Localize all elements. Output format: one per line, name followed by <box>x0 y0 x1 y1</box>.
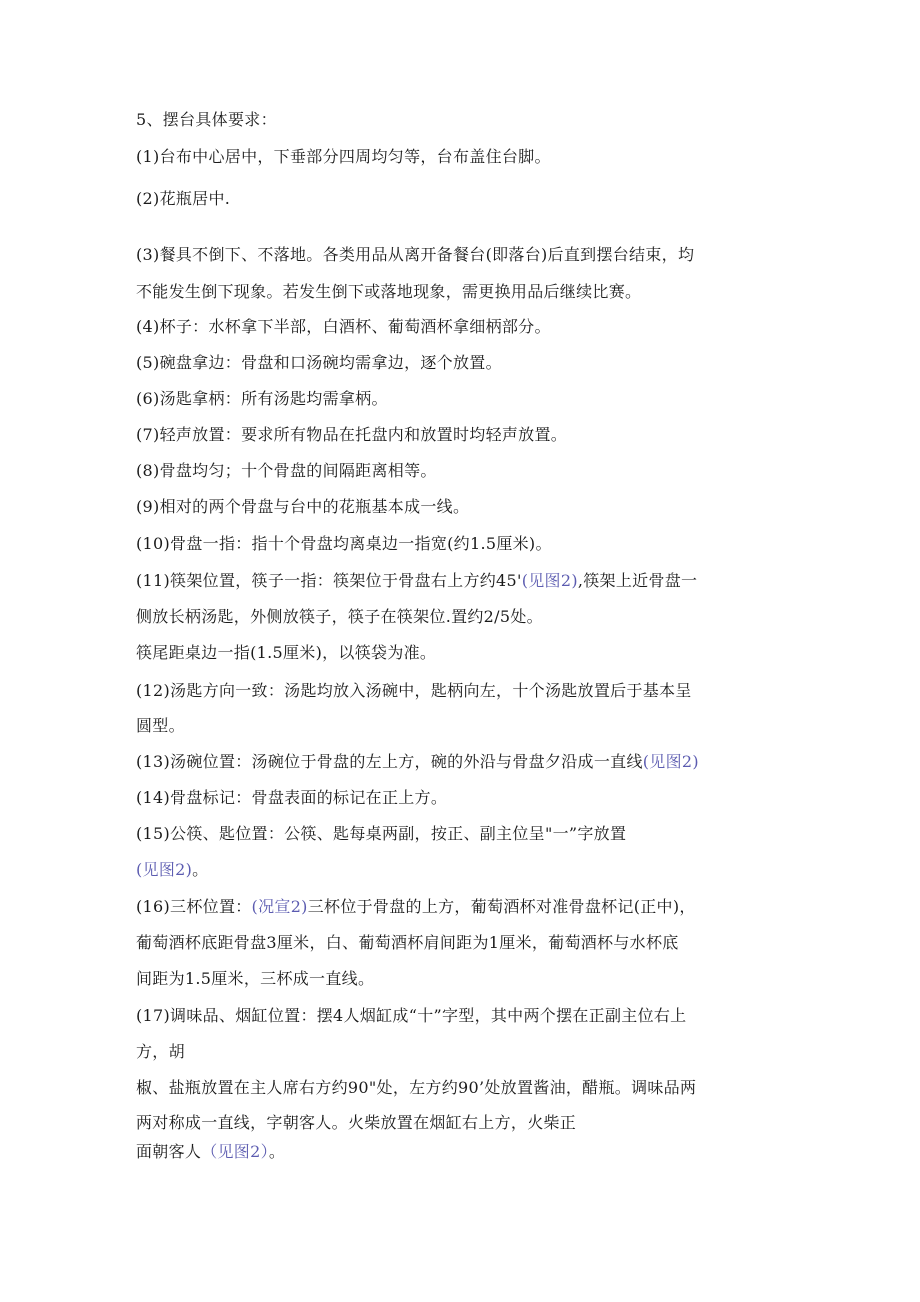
figure-2-link[interactable]: (见图2) <box>642 752 699 771</box>
item-13 <box>136 750 699 774</box>
item-17-line-3: 椒、盐瓶放置在主人席右方约90"处，左方约90’处放置酱油，醋瓶。调味品两 <box>136 1078 697 1097</box>
item-10: (10)骨盘一指：指十个骨盘均离桌边一指宽(约1.5厘米)。 <box>136 534 552 553</box>
item-1: (1)台布中心居中，下垂部分四周均匀等，台布盖住台脚。 <box>136 147 551 166</box>
section-heading: 5、摆台具体要求： <box>136 110 277 129</box>
item-16-line-1 <box>136 895 696 919</box>
item-11-line-2: 侧放长柄汤匙，外侧放筷子，筷子在筷架位.置约2/5处。 <box>136 607 543 626</box>
item-11-line-3: 筷尾距桌边一指(1.5厘米)，以筷袋为准。 <box>136 643 437 662</box>
item-11-text-cont: ,筷架上近骨盘一 <box>577 571 698 590</box>
item-17-line-2: 方，胡 <box>136 1042 185 1061</box>
item-17-text: 面朝客人 <box>136 1142 202 1161</box>
item-4: (4)杯子：水杯拿下半部，白酒杯、葡萄酒杯拿细柄部分。 <box>136 317 551 336</box>
item-16-line-3: 间距为1.5厘米，三杯成一直线。 <box>136 969 375 988</box>
item-13-text: (13)汤碗位置：汤碗位于骨盘的左上方，碗的外沿与骨盘夕沿成一直线 <box>136 752 643 771</box>
item-17-line-5 <box>136 1140 285 1164</box>
item-3-line-1: (3)餐具不倒下、不落地。各类用品从离开备餐台(即落台)后直到摆台结束，均 <box>136 245 695 264</box>
item-7: (7)轻声放置：要求所有物品在托盘内和放置时均轻声放置。 <box>136 425 568 444</box>
item-12-line-1: (12)汤匙方向一致：汤匙均放入汤碗中，匙柄向左，十个汤匙放置后于基本呈 <box>136 681 692 700</box>
item-11-text: (11)筷架位置，筷子一指：筷架位于骨盘右上方约45' <box>136 571 522 590</box>
item-14: (14)骨盘标记：骨盘表面的标记在正上方。 <box>136 788 448 807</box>
item-6: (6)汤匙拿柄：所有汤匙均需拿柄。 <box>136 389 388 408</box>
item-17-line-4: 两对称成一直线，字朝客人。火柴放置在烟缸右上方，火柴正 <box>136 1113 577 1132</box>
item-3-line-2: 不能发生倒下现象。若发生倒下或落地现象，需更换用品后继续比赛。 <box>136 282 642 301</box>
item-15-line-1: (15)公筷、匙位置：公筷、匙每桌两副，按正、副主位呈"一”字放置 <box>136 824 627 843</box>
figure-2-link[interactable]: （见图2） <box>201 1142 269 1161</box>
item-11-line-1 <box>136 569 697 593</box>
item-15-line-2 <box>136 858 208 882</box>
item-12-line-2: 圆型。 <box>136 716 185 735</box>
item-9: (9)相对的两个骨盘与台中的花瓶基本成一线。 <box>136 497 470 516</box>
item-16-text: (16)三杯位置： <box>136 897 252 916</box>
item-17-line-1: (17)调味品、烟缸位置：摆4人烟缸成“十”字型，其中两个摆在正副主位右上 <box>136 1006 687 1025</box>
figure-2-link[interactable]: (见图2) <box>521 571 578 590</box>
item-8: (8)骨盘均匀；十个骨盘的间隔距离相等。 <box>136 461 437 480</box>
item-2: (2)花瓶居中. <box>136 189 231 208</box>
item-16-line-2: 葡萄酒杯底距骨盘3厘米，白、葡萄酒杯肩间距为1厘米，葡萄酒杯与水杯底 <box>136 933 679 952</box>
figure-2-link[interactable]: (况宣2) <box>251 897 308 916</box>
figure-2-link[interactable]: (见图2) <box>136 860 193 879</box>
item-15-text-end: 。 <box>192 860 209 879</box>
item-17-text-end: 。 <box>268 1142 286 1161</box>
item-16-text-cont: 三杯位于骨盘的上方，葡萄酒杯对准骨盘杯记(正中)， <box>307 897 696 916</box>
item-5: (5)碗盘拿边：骨盘和口汤碗均需拿边，逐个放置。 <box>136 353 502 372</box>
